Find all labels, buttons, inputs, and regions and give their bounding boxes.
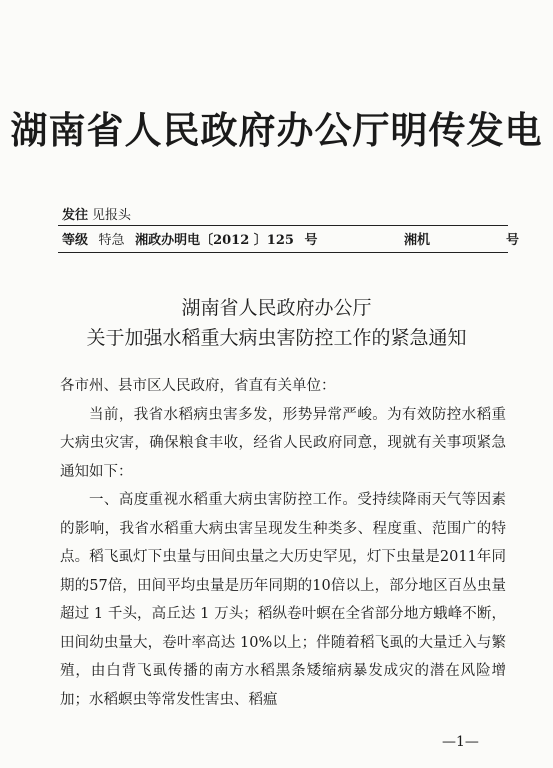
salutation: 各市州、县市区人民政府，省直有关单位：: [60, 378, 336, 394]
divider-line: [58, 252, 508, 253]
paragraph: 当前，我省水稻病虫害多发，形势异常严峻。为有效防控水稻重大病虫灾害，确保粮食丰收，经省人民政府同意，现就有关事项紧急通知如下：: [60, 406, 506, 480]
document-body: [60, 372, 506, 714]
paragraph: 一、高度重视水稻重大病虫害防控工作。受持续降雨天气等因素的影响，我省水稻重大病虫害呈现发生种类多、程度重、范围广的特点。稻飞虱灯下虫量与田间虫量之大历史罕见，灯下虫量是2011年同期的57倍，田间平均虫量是历年同期的10倍以上，部分地区百丛虫量超过 1 千头，高丘达 1 万头；稻纵卷叶螟在全省部分地方蛾峰不断，田间幼虫量大，卷叶率高达 10%以上；伴随着稻飞虱的大量迁入与繁殖，由白背飞虱传播的南方水稻黑条矮缩病暴发成灾的潜在风险增加；水稻螟虫等常发性害虫、稻瘟: [60, 492, 506, 708]
title-line-2: 关于加强水稻重大病虫害防控工作的紧急通知: [86, 327, 467, 349]
page-number: —1—: [442, 734, 479, 750]
doc-number-suffix: 号: [304, 233, 318, 248]
sender-line: [62, 204, 131, 223]
machine-suffix: 号: [506, 233, 520, 248]
doc-number: 湘政办明电〔2012 〕125: [135, 233, 294, 248]
sender-label: 发往: [62, 208, 89, 223]
grade-line: [62, 229, 520, 248]
sender-value: 见报头: [92, 208, 132, 223]
document-title: [0, 293, 553, 353]
grade-value: 特急: [98, 233, 125, 248]
grade-label: 等级: [62, 233, 89, 248]
title-line-1: 湖南省人民政府办公厅: [181, 297, 372, 319]
divider-line: [58, 225, 508, 226]
machine-label: 湘机: [404, 233, 431, 248]
header-title: 湖南省人民政府办公厅明传发电: [10, 109, 543, 152]
